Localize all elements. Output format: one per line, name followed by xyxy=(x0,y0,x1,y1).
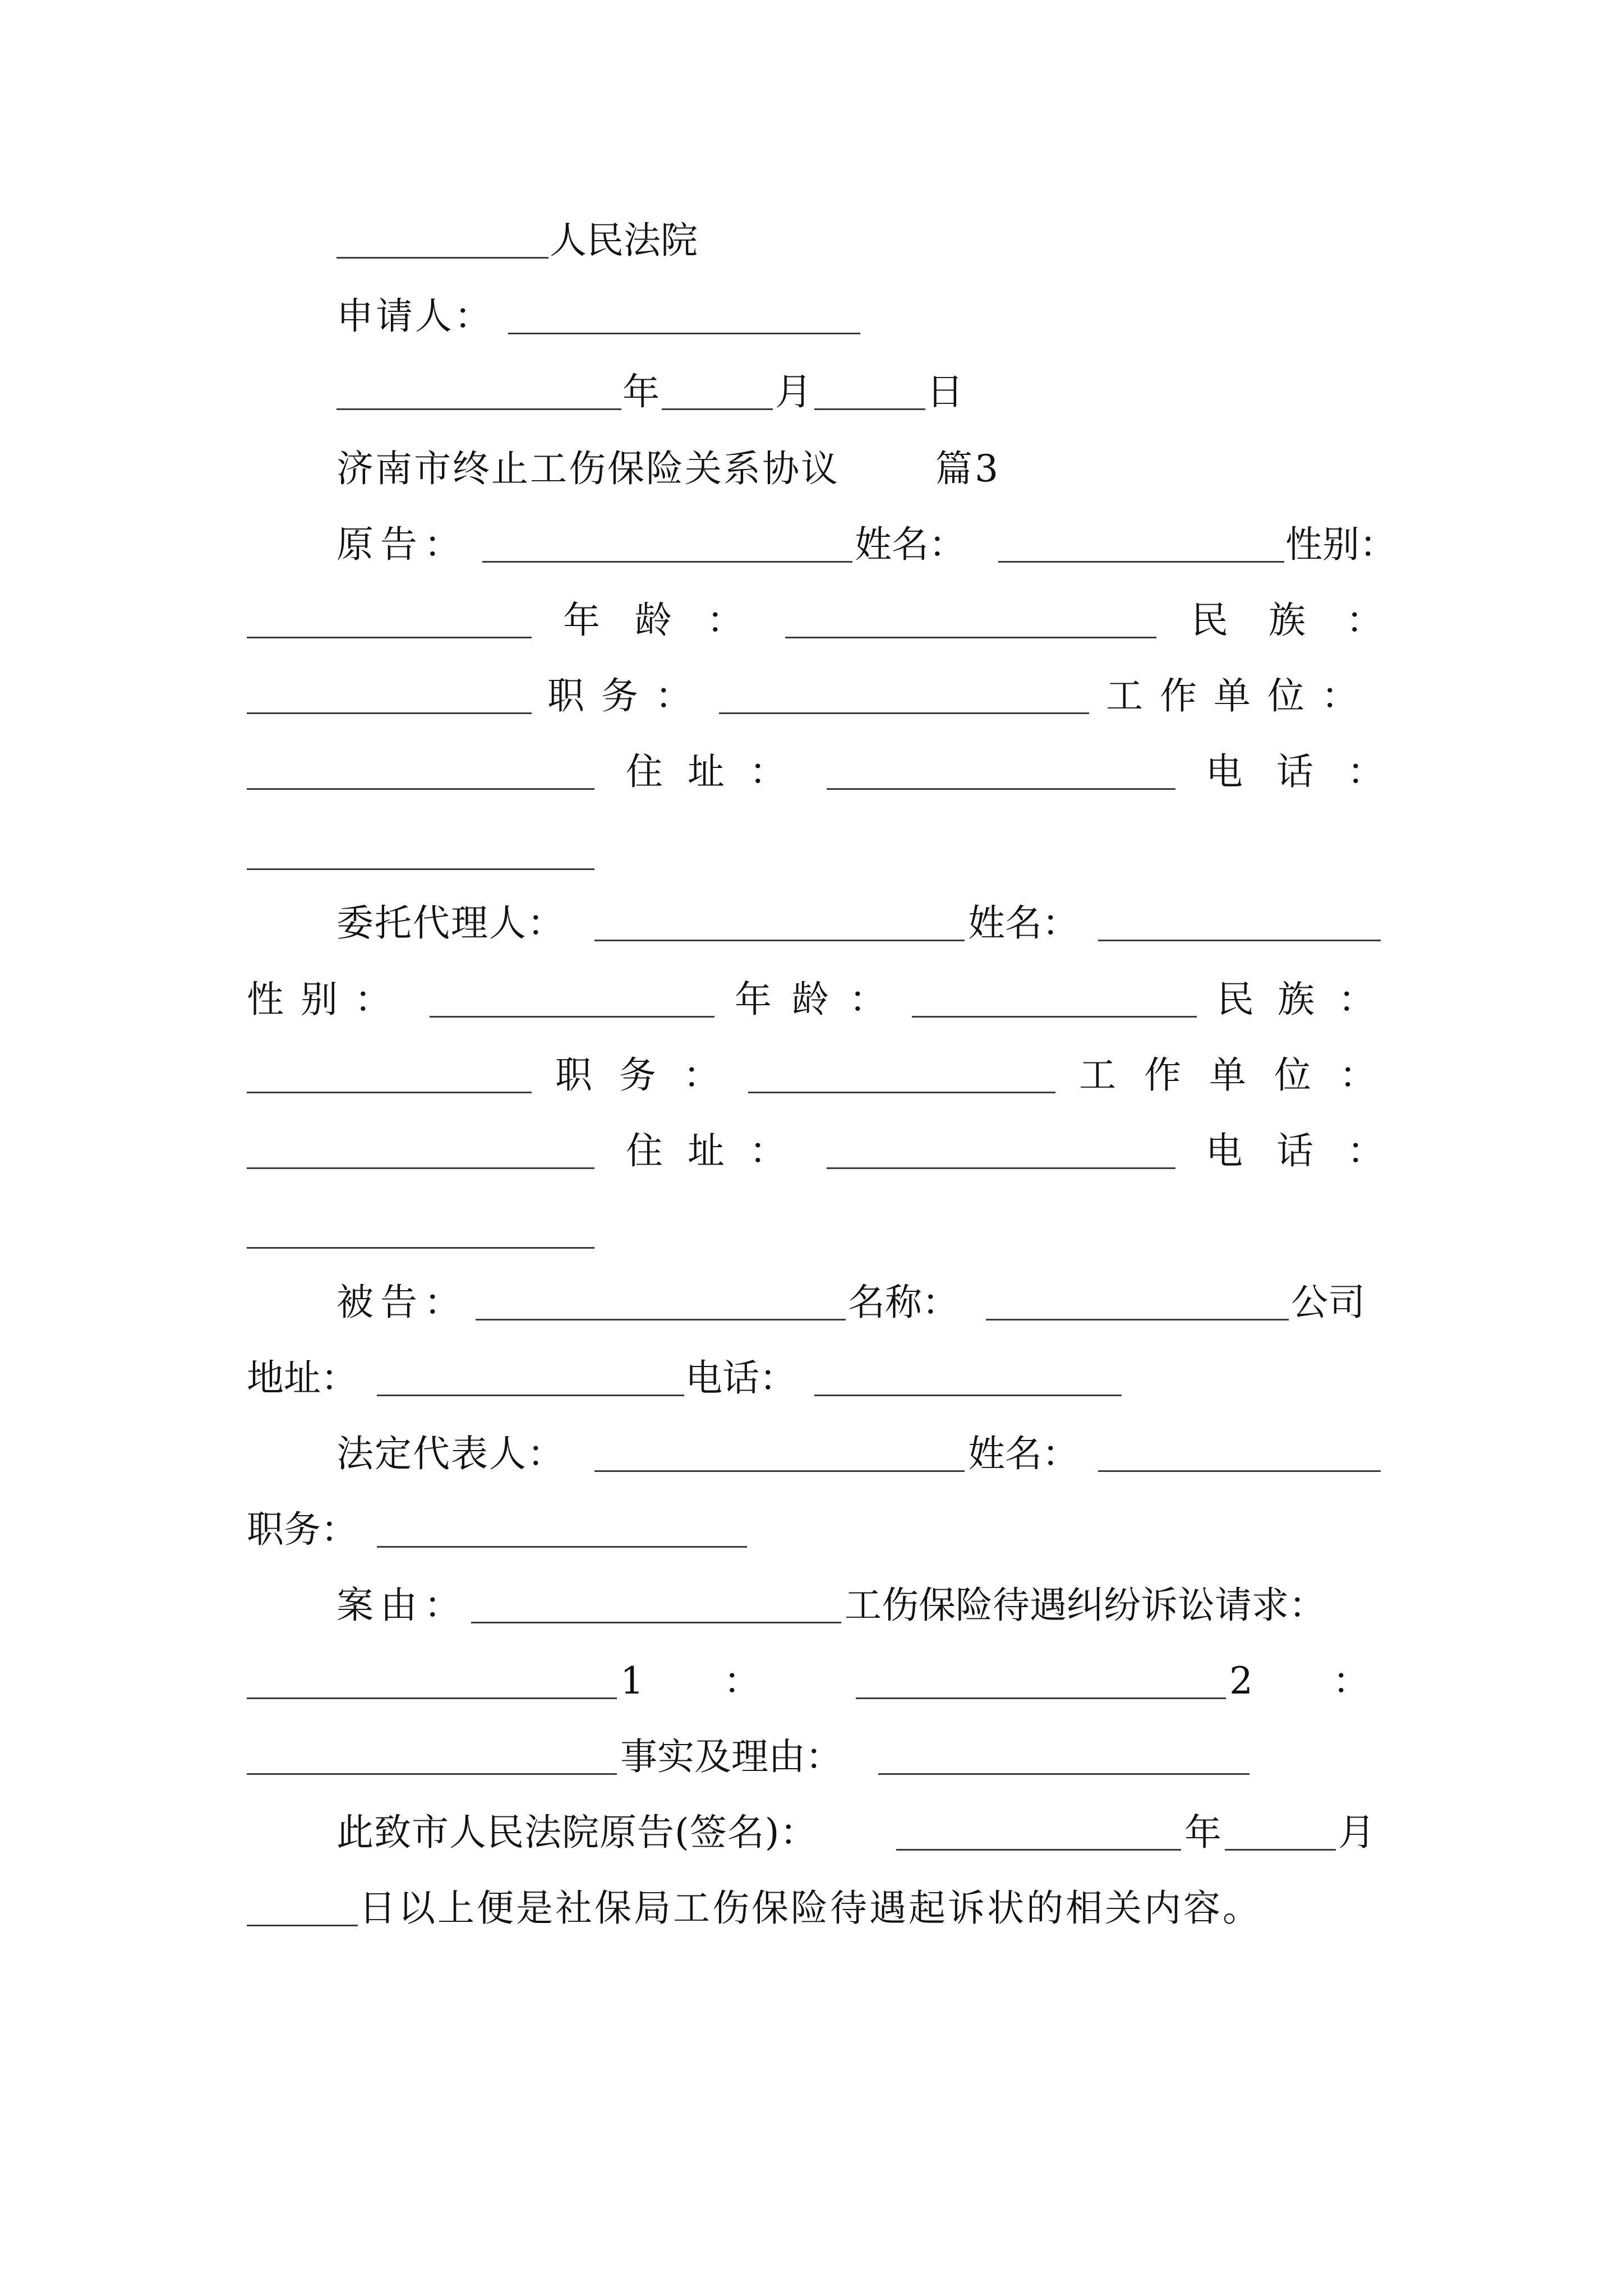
defendant-address-blank xyxy=(377,1395,684,1396)
representative-blank xyxy=(594,1470,965,1472)
agent-position-line xyxy=(0,1053,1623,1097)
agent-label: 委托代理人： xyxy=(336,901,565,945)
defendant-line xyxy=(0,1281,1623,1324)
agent-phone-line xyxy=(0,1245,1623,1246)
closing-line xyxy=(0,1811,1623,1854)
closing-month-blank xyxy=(1225,1849,1336,1851)
agent-phone-blank xyxy=(247,1247,594,1249)
plaintiff-workplace-label: 工作单位： xyxy=(1106,674,1375,717)
plaintiff-gender-blank xyxy=(247,637,532,638)
agent-name-blank xyxy=(1098,940,1381,941)
section-number: 篇3 xyxy=(935,447,1000,490)
court-label: 人民法院 xyxy=(550,219,698,262)
facts-label: 事实及理由： xyxy=(620,1735,842,1778)
representative-position-label: 职务： xyxy=(247,1508,358,1551)
court-line xyxy=(0,219,1623,262)
plaintiff-gender-label: 性别： xyxy=(1285,523,1396,566)
ending-text: 日以上便是社保局工伤保险待遇起诉状的相关内容。 xyxy=(359,1887,1262,1930)
plaintiff-position-blank xyxy=(719,712,1089,714)
agent-phone-label: 电话： xyxy=(1206,1129,1418,1172)
plaintiff-age-line xyxy=(0,599,1623,642)
agent-gender-label: 性别： xyxy=(247,978,408,1021)
plaintiff-address-label: 住址： xyxy=(626,750,811,793)
agent-age-label: 年龄： xyxy=(735,978,906,1021)
agent-blank xyxy=(594,940,965,941)
ending-line xyxy=(0,1887,1623,1930)
representative-name-blank xyxy=(1098,1470,1381,1472)
cause-line xyxy=(0,1584,1623,1627)
section-title: 济南市终止工伤保险关系协议 xyxy=(336,447,840,490)
closing-year-label: 年 xyxy=(1184,1811,1221,1854)
representative-name-label: 姓名： xyxy=(968,1432,1079,1475)
representative-label: 法定代表人： xyxy=(336,1432,565,1475)
plaintiff-address-blank xyxy=(827,788,1175,790)
closing-text: 此致市人民法院原告(签名)： xyxy=(336,1811,818,1854)
month-label: 月 xyxy=(775,370,812,413)
cause-blank xyxy=(471,1622,841,1623)
closing-day-blank xyxy=(247,1925,358,1926)
closing-month-label: 月 xyxy=(1338,1811,1375,1854)
plaintiff-address-line xyxy=(0,750,1623,793)
claims-label: 工伤保险待遇纠纷诉讼请求： xyxy=(845,1584,1326,1627)
representative-position-blank xyxy=(377,1546,747,1548)
applicant-label: 申请人： xyxy=(336,295,494,338)
claim-2-number: 2 xyxy=(1229,1659,1253,1703)
defendant-company-label: 公司 xyxy=(1291,1281,1365,1324)
facts-blank xyxy=(878,1773,1249,1775)
agent-gender-blank xyxy=(430,1016,714,1018)
defendant-blank xyxy=(476,1319,846,1320)
defendant-phone-label: 电话： xyxy=(685,1356,796,1400)
plaintiff-label: 原告： xyxy=(336,523,468,566)
representative-position-line xyxy=(0,1508,1623,1551)
defendant-entity-blank xyxy=(986,1319,1289,1320)
agent-ethnicity-label: 民族： xyxy=(1217,978,1399,1021)
agent-name-label: 姓名： xyxy=(968,901,1079,945)
claim-1-blank xyxy=(247,1697,617,1699)
agent-address-blank xyxy=(827,1167,1175,1169)
agent-position-blank xyxy=(748,1092,1055,1093)
claims-detail-blank xyxy=(247,1773,617,1775)
applicant-blank xyxy=(508,333,860,334)
cause-label: 案由： xyxy=(336,1584,468,1627)
applicant-line xyxy=(0,295,1623,338)
defendant-address-label: 地址： xyxy=(247,1356,358,1400)
agent-position-label: 职务： xyxy=(555,1053,747,1097)
plaintiff-ethnicity-label: 民族： xyxy=(1191,599,1423,642)
day-label: 日 xyxy=(926,370,963,413)
plaintiff-blank xyxy=(482,561,852,563)
day-blank xyxy=(814,408,925,410)
signature-blank xyxy=(896,1849,1181,1851)
plaintiff-ethnicity-blank xyxy=(247,712,532,714)
claim-1-number: 1 xyxy=(620,1659,644,1703)
plaintiff-name-blank xyxy=(998,561,1284,563)
plaintiff-workplace-blank xyxy=(247,788,594,790)
plaintiff-position-label: 职务： xyxy=(547,674,709,717)
year-blank xyxy=(336,408,621,410)
claim-1-colon: ： xyxy=(723,1659,760,1703)
claim-2-blank xyxy=(856,1697,1226,1699)
agent-ethnicity-blank xyxy=(247,1092,532,1093)
plaintiff-line xyxy=(0,523,1623,566)
claim-2-colon: ： xyxy=(1332,1659,1370,1703)
defendant-entity-label: 名称： xyxy=(848,1281,959,1324)
defendant-label: 被告： xyxy=(336,1281,468,1324)
year-label: 年 xyxy=(623,370,660,413)
agent-age-blank xyxy=(912,1016,1197,1018)
month-blank xyxy=(662,408,773,410)
plaintiff-name-label: 姓名： xyxy=(855,523,966,566)
agent-workplace-blank xyxy=(247,1167,594,1169)
plaintiff-age-label: 年龄： xyxy=(563,599,778,642)
defendant-phone-blank xyxy=(814,1395,1122,1396)
agent-workplace-label: 工作单位： xyxy=(1079,1053,1404,1097)
plaintiff-phone-blank xyxy=(247,868,594,870)
court-blank xyxy=(336,257,548,259)
plaintiff-phone-label: 电话： xyxy=(1206,750,1418,793)
plaintiff-age-blank xyxy=(785,637,1156,638)
agent-address-label: 住址： xyxy=(626,1129,811,1172)
agent-gender-line xyxy=(0,978,1623,1021)
